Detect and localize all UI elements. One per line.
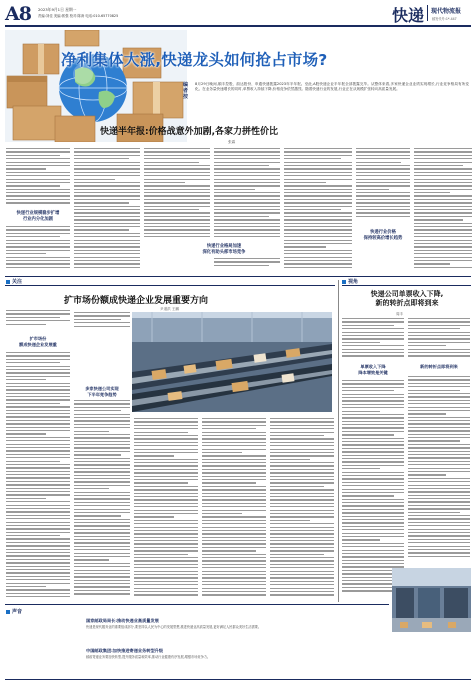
left-column-3 <box>134 418 198 602</box>
lead-headline: 净利集体大涨,快递龙头如何抢占市场? <box>61 51 328 69</box>
lead-bottom-rule <box>5 276 471 277</box>
voice-item1-text: 快递是现代服务业的重要组成部分,要坚持以人民为中心的发展思想,推进快递业高质量发展,更好满足人民群众美好生活需要。 <box>86 625 262 629</box>
section-tag-voice <box>6 608 22 615</box>
section-tag-label: 声音 <box>12 609 23 615</box>
voice-item1-title: 国家邮政局局长:推动快递业高质量发展 <box>86 618 159 623</box>
warehouse-photo <box>392 568 471 632</box>
masthead-divider <box>427 5 428 21</box>
parcel-box-icon <box>400 622 408 628</box>
parcel-box-icon <box>55 116 95 142</box>
right-byline: 周丰 <box>396 312 404 316</box>
right-column-1 <box>342 318 404 360</box>
right-column-2 <box>408 318 470 360</box>
parcel-box-icon <box>184 364 197 374</box>
sorting-center-photo <box>132 312 332 412</box>
lead-column-2 <box>74 148 140 272</box>
left-section-rule <box>5 285 335 286</box>
left-headline: 扩市场份额成快递企业发展重要方向 <box>64 296 209 306</box>
section-name: 快递 <box>392 6 425 25</box>
voice-top-rule <box>5 604 389 605</box>
paper-name: 现代物流报 <box>431 8 462 15</box>
section-marker-icon <box>6 610 10 614</box>
parcel-box-icon <box>422 622 432 628</box>
page-bottom-rule <box>5 679 471 680</box>
lead-byline: 张霖 <box>228 140 236 144</box>
right-headline: 快递公司单票收入下降, 新的转折点即将到来 <box>370 290 444 307</box>
right-callout-b: 新的转折点即将到来 <box>420 364 458 369</box>
section-tag-focus <box>6 278 22 285</box>
section-tag-label: 视角 <box>348 279 359 285</box>
left-column-1b <box>6 352 70 602</box>
right-column-2b <box>408 376 470 566</box>
section-tag-label: 关注 <box>12 279 23 285</box>
parcel-box-icon <box>448 622 456 628</box>
left-column-4 <box>202 418 266 602</box>
left-column-2 <box>74 312 130 334</box>
masthead-rule <box>5 25 471 27</box>
editor-line: 责编:刘佳 美编:郭强 校对:陈涛 电话:010-65770825 <box>38 14 119 18</box>
masthead <box>0 0 476 32</box>
column-divider <box>338 280 339 602</box>
left-callout-a: 扩市场份 额成快递企业发展重 <box>19 336 57 347</box>
section-marker-icon <box>342 280 346 284</box>
parcel-box-icon <box>13 106 61 140</box>
lead-column-5 <box>284 148 352 272</box>
lead-callout-3: 快递行业价格 保持较高价增长趋势 <box>363 230 403 241</box>
left-column-2b <box>74 400 130 602</box>
lead-column-4b <box>214 258 280 272</box>
lead-column-1 <box>6 148 70 208</box>
voice-item2-text: 邮政寄递业务要加快转型,提升服务质量和效率,推动行业健康有序发展,增强市场竞争力。 <box>86 655 211 659</box>
lead-column-3 <box>144 148 210 240</box>
lead-column-1b <box>6 226 70 272</box>
lead-column-6 <box>356 148 410 220</box>
editor-note-label: 编者按 <box>183 82 189 100</box>
right-section-rule <box>342 285 471 286</box>
lead-callout-2: 快递行业格局加速 深化有助头部市场竞争 <box>202 244 246 255</box>
left-column-1 <box>6 310 70 334</box>
lead-subheadline: 快递半年报:价格战意外加剧,各家力拼性价比 <box>100 127 279 137</box>
parcel-box-icon <box>254 353 267 363</box>
section-marker-icon <box>6 280 10 284</box>
right-callout-a: 单票收入下降 降本增效是关键 <box>358 364 388 375</box>
voice-item2-title: 中国邮政集团:加快推进寄递业务转型升级 <box>86 648 164 653</box>
left-column-5 <box>270 418 334 602</box>
lead-column-4 <box>214 148 280 240</box>
left-byline: 尹道洪 王鹏 <box>160 307 180 311</box>
date-line: 2023年9月1日 星期一 <box>38 7 77 12</box>
parcel-box-icon <box>282 373 295 383</box>
left-callout-b: 多家快递公司实现 下半年竞争趋势 <box>85 386 119 397</box>
lead-column-7 <box>414 148 472 272</box>
parcel-box-icon <box>65 30 99 46</box>
editor-note-text: 8月29日晚间,顺丰控股、韵达股份、申通快递披露2023年半年报。至此,A股快递企业半年报全部披露完毕。从整体来看,多家快递企业业绩实现增长,行业竞争格局有所变化。在业务量快速增长的同时,单票收入持续下降,价格竞争依然激烈。随着快递行业的发展,行业正在从规模扩张转向高质量发展。 <box>195 82 469 92</box>
page-code: 邮发代号:1*-447 <box>432 17 457 21</box>
page-number: A8 <box>5 3 31 25</box>
lead-callout-1: 快递行业规模稳步扩增 行业内分化加剧 <box>16 211 60 222</box>
section-tag-perspective <box>342 278 358 285</box>
